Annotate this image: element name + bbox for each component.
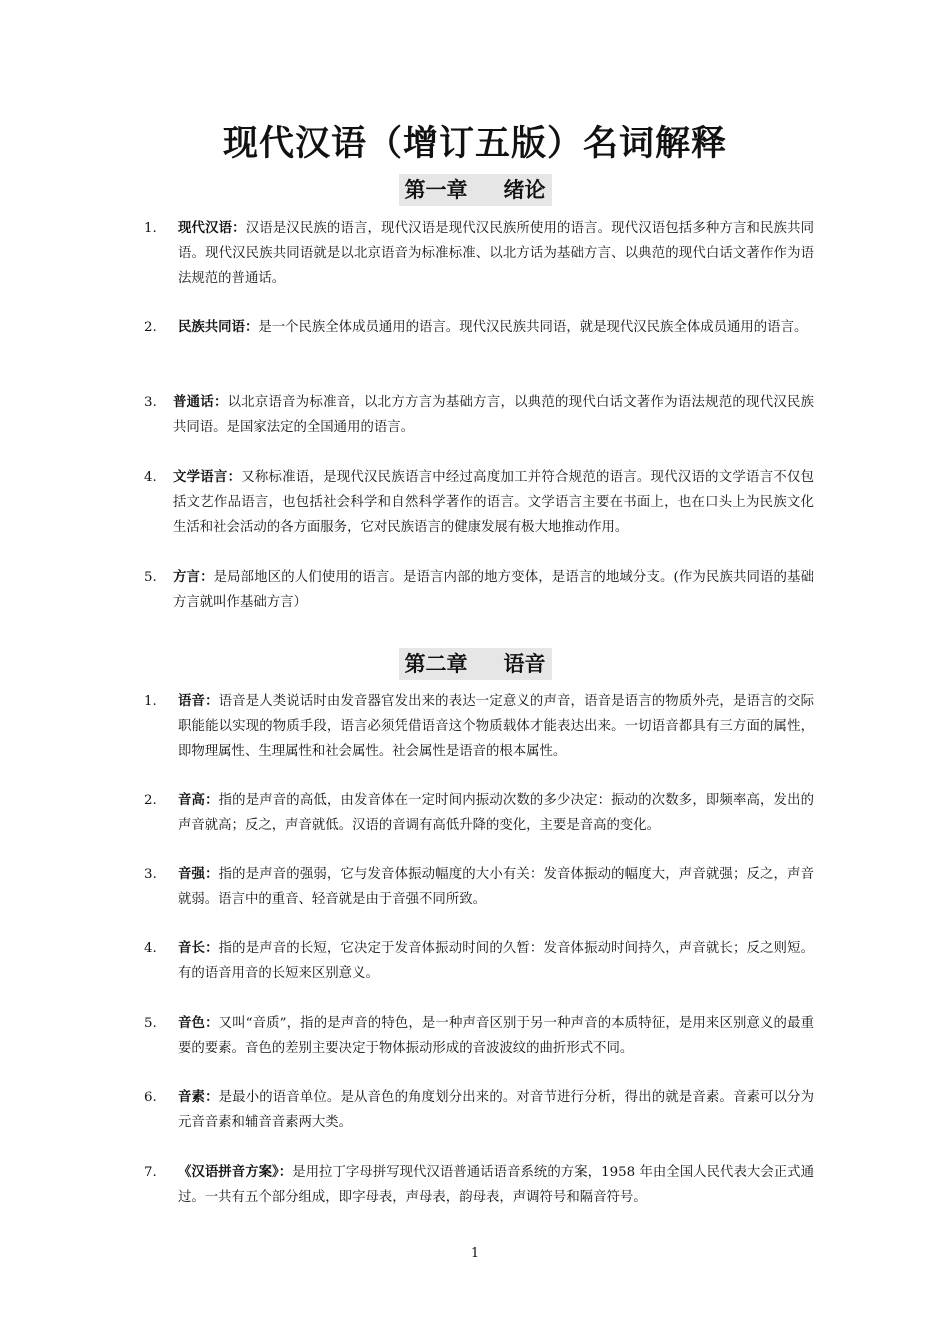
item-term: 语音 bbox=[178, 693, 206, 709]
item-body: 音长：指的是声音的长短，它决定于发音体振动时间的久暂：发音体振动时间持久，声音就长；反之则短。有的语音用音的长短来区别意义。 bbox=[178, 940, 815, 981]
item-term: 《汉语拼音方案》 bbox=[178, 1164, 279, 1180]
list-item bbox=[144, 390, 814, 440]
item-body: 音高：指的是声音的高低，由发音体在一定时间内振动次数的多少决定：振动的次数多，即频率高，发出的声音就高；反之，声音就低。汉语的音调有高低升降的变化，主要是音高的变化。 bbox=[178, 792, 815, 833]
list-item bbox=[144, 565, 814, 615]
item-number: 2. bbox=[144, 793, 157, 808]
chapter-heading-text: 第二章 语音 bbox=[399, 648, 552, 680]
chapter-heading bbox=[0, 648, 950, 680]
item-text: 语音是人类说话时由发音器官发出来的表达一定意义的声音，语音是语言的物质外壳，是语言的交际职能能以实现的物质手段，语言必须凭借语音这个物质载体才能表达出来。一切语音都具有三方面的属性，即物理属性、生理属性和社会属性。社会属性是语音的根本属性。 bbox=[178, 694, 815, 759]
item-text: 是用拉丁字母拼写现代汉语普通话语音系统的方案，1958 年由全国人民代表大会正式通过。一共有五个部分组成，即字母表，声母表，韵母表，声调符号和隔音符号。 bbox=[178, 1165, 814, 1205]
list-item bbox=[144, 1160, 814, 1210]
list-item bbox=[144, 1085, 814, 1135]
item-number: 5. bbox=[144, 1016, 157, 1031]
item-number: 1. bbox=[144, 221, 157, 236]
item-term: 民族共同语 bbox=[178, 319, 245, 335]
item-body: 语音：语音是人类说话时由发音器官发出来的表达一定意义的声音，语音是语言的物质外壳，是语言的交际职能能以实现的物质手段，语言必须凭借语音这个物质载体才能表达出来。一切语音都具有三方面的属性，即物理属性、生理属性和社会属性。社会属性是语音的根本属性。 bbox=[178, 693, 815, 759]
list-item bbox=[144, 689, 814, 764]
item-body: 音强：指的是声音的强弱，它与发音体振动幅度的大小有关：发音体振动的幅度大，声音就强；反之，声音就弱。语言中的重音、轻音就是由于音强不同所致。 bbox=[178, 866, 815, 907]
list-item bbox=[144, 315, 814, 340]
item-number: 1. bbox=[144, 694, 157, 709]
item-term: 现代汉语 bbox=[178, 220, 233, 236]
list-item bbox=[144, 788, 814, 838]
list-item bbox=[144, 465, 814, 540]
item-number: 4. bbox=[144, 470, 157, 485]
item-text: 指的是声音的强弱，它与发音体振动幅度的大小有关：发音体振动的幅度大，声音就强；反之，声音就弱。语言中的重音、轻音就是由于音强不同所致。 bbox=[178, 867, 815, 907]
item-number: 6. bbox=[144, 1090, 157, 1105]
item-term: 音高 bbox=[178, 792, 206, 808]
item-number: 4. bbox=[144, 941, 157, 956]
item-body: 音素：是最小的语音单位。是从音色的角度划分出来的。对音节进行分析，得出的就是音素。音素可以分为元音音素和辅音音素两大类。 bbox=[178, 1089, 815, 1130]
document-title: 现代汉语（增订五版）名词解释 bbox=[222, 123, 727, 164]
item-text: 是最小的语音单位。是从音色的角度划分出来的。对音节进行分析，得出的就是音素。音素可以分为元音音素和辅音音素两大类。 bbox=[178, 1090, 815, 1130]
item-text: 又叫“音质”，指的是声音的特色，是一种声音区别于另一种声音的本质特征，是用来区别意义的最重要的要素。音色的差别主要决定于物体振动形成的音波波纹的曲折形式不同。 bbox=[178, 1016, 815, 1056]
item-number: 3. bbox=[144, 867, 157, 882]
item-body: 音色：又叫“音质”，指的是声音的特色，是一种声音区别于另一种声音的本质特征，是用来区别意义的最重要的要素。音色的差别主要决定于物体振动形成的音波波纹的曲折形式不同。 bbox=[178, 1015, 815, 1056]
item-term: 音强 bbox=[178, 866, 206, 882]
item-text: 以北京语音为标准音，以北方方言为基础方言，以典范的现代白话文著作为语法规范的现代汉民族共同语。是国家法定的全国通用的语言。 bbox=[173, 395, 815, 435]
list-item bbox=[144, 216, 814, 291]
item-body: 民族共同语：是一个民族全体成员通用的语言。现代汉民族共同语，就是现代汉民族全体成员通用的语言。 bbox=[178, 319, 808, 335]
item-body: 现代汉语：汉语是汉民族的语言，现代汉语是现代汉民族所使用的语言。现代汉语包括多种方言和民族共同语。现代汉民族共同语就是以北京语音为标准标准、以北方话为基础方言、以典范的现代白话文著作作为语法规范的普通话。 bbox=[178, 220, 815, 286]
item-term: 音素 bbox=[178, 1089, 206, 1105]
item-body: 《汉语拼音方案》：是用拉丁字母拼写现代汉语普通话语音系统的方案，1958 年由全国人民代表大会正式通过。一共有五个部分组成，即字母表，声母表，韵母表，声调符号和隔音符号。 bbox=[178, 1164, 814, 1205]
item-number: 7. bbox=[144, 1165, 157, 1180]
item-number: 2. bbox=[144, 320, 157, 335]
item-body: 方言：是局部地区的人们使用的语言。是语言内部的地方变体，是语言的地域分支。(作为民族共同语的基础方言就叫作基础方言） bbox=[173, 569, 814, 610]
list-item bbox=[144, 862, 814, 912]
item-number: 5. bbox=[144, 570, 157, 585]
item-number: 3. bbox=[144, 395, 157, 410]
item-text: 指的是声音的长短，它决定于发音体振动时间的久暂：发音体振动时间持久，声音就长；反之则短。有的语音用音的长短来区别意义。 bbox=[178, 941, 815, 981]
item-text: 是一个民族全体成员通用的语言。现代汉民族共同语，就是现代汉民族全体成员通用的语言。 bbox=[258, 320, 808, 335]
item-term: 普通话 bbox=[173, 394, 214, 410]
item-body: 普通话：以北京语音为标准音，以北方方言为基础方言，以典范的现代白话文著作为语法规范的现代汉民族共同语。是国家法定的全国通用的语言。 bbox=[173, 394, 815, 435]
chapter-heading-text: 第一章 绪论 bbox=[399, 174, 552, 206]
item-text: 汉语是汉民族的语言，现代汉语是现代汉民族所使用的语言。现代汉语包括多种方言和民族共同语。现代汉民族共同语就是以北京语音为标准标准、以北方话为基础方言、以典范的现代白话文著作作为语法规范的普通话。 bbox=[178, 221, 815, 286]
list-item bbox=[144, 936, 814, 986]
item-text: 是局部地区的人们使用的语言。是语言内部的地方变体，是语言的地域分支。(作为民族共同语的基础方言就叫作基础方言） bbox=[173, 570, 814, 610]
item-term: 音色 bbox=[178, 1015, 206, 1031]
item-text: 又称标准语，是现代汉民族语言中经过高度加工并符合规范的语言。现代汉语的文学语言不仅包括文艺作品语言，也包括社会科学和自然科学著作的语言。文学语言主要在书面上，也在口头上为民族文化生活和社会活动的各方面服务，它对民族语言的健康发展有极大地推动作用。 bbox=[173, 470, 815, 535]
item-body: 文学语言：又称标准语，是现代汉民族语言中经过高度加工并符合规范的语言。现代汉语的文学语言不仅包括文艺作品语言，也包括社会科学和自然科学著作的语言。文学语言主要在书面上，也在口头上为民族文化生活和社会活动的各方面服务，它对民族语言的健康发展有极大地推动作用。 bbox=[173, 469, 815, 535]
list-item bbox=[144, 1011, 814, 1061]
item-text: 指的是声音的高低，由发音体在一定时间内振动次数的多少决定：振动的次数多，即频率高，发出的声音就高；反之，声音就低。汉语的音调有高低升降的变化，主要是音高的变化。 bbox=[178, 793, 815, 833]
item-term: 文学语言 bbox=[173, 469, 228, 485]
chapter-heading bbox=[0, 174, 950, 206]
item-term: 音长 bbox=[178, 940, 206, 956]
item-term: 方言 bbox=[173, 569, 201, 585]
page-number: 1 bbox=[470, 1246, 480, 1261]
